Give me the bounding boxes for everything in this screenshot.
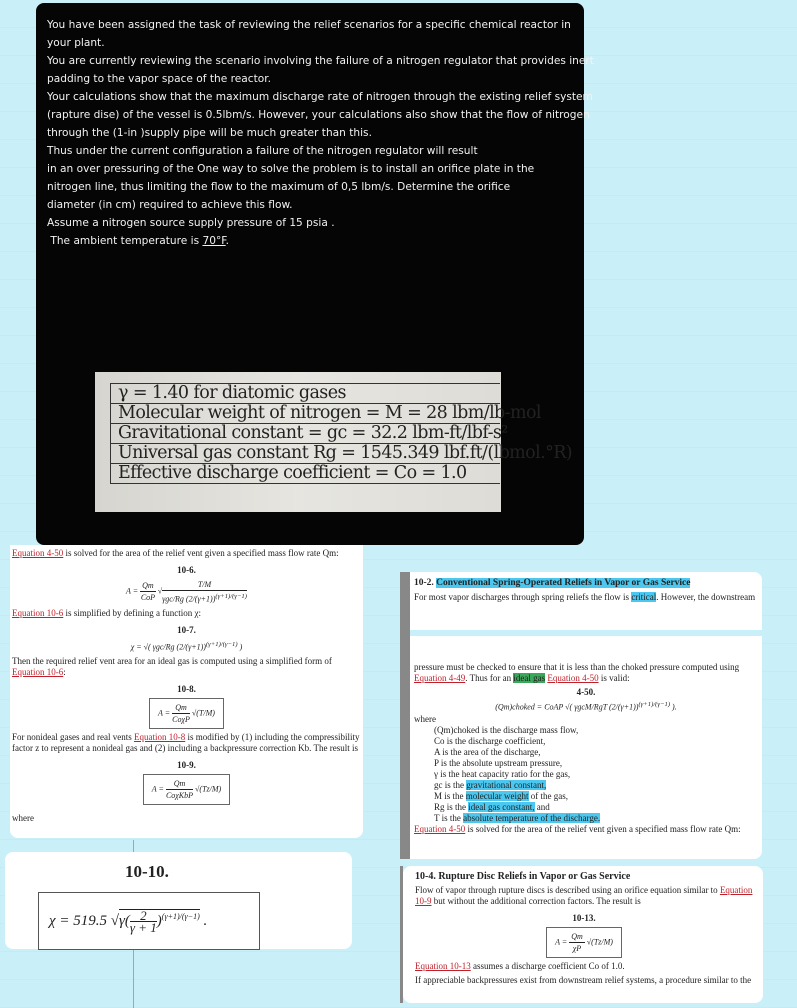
text: : <box>63 667 66 678</box>
definition: A is the area of the discharge, <box>434 746 541 757</box>
equation-link[interactable]: Equation 4-50 <box>12 548 64 558</box>
textbook-card-bottom-right <box>403 866 763 1003</box>
problem-line: nitrogen line, thus limiting the flow to the maximum of 0,5 lbm/s. Determine the orifice <box>47 181 511 193</box>
problem-line: Assume a nitrogen source supply pressure of 15 psia . <box>47 217 335 229</box>
equation-link[interactable]: Equation 10-8 <box>133 732 186 743</box>
definition: Co is the discharge coefficient, <box>434 735 546 746</box>
equation-number: 4-50. <box>576 687 596 697</box>
text: If appreciable backpressures exist from downstream relief systems, a procedure similar to the <box>415 975 752 985</box>
text: χ = 519.5 <box>49 912 107 929</box>
equation-10-7: χ = √( γgc/Rg $(2/(\gamma+1))^{(\gamma+1)/(\gamma-1)}$ ) <box>130 640 243 652</box>
equation-number: 10-10. <box>125 862 169 881</box>
constant-row: Molecular weight of nitrogen = M = 28 lbm/lb-mol <box>110 404 500 424</box>
section-title: 10-4. Rupture Disc Reliefs in Vapor or Gas Service <box>415 871 631 882</box>
highlight: critical <box>631 592 657 602</box>
definition: M is the molecular weight of the gas, <box>434 790 568 801</box>
text: The ambient temperature is <box>47 235 203 247</box>
text: For nonideal gases and real vents <box>12 732 134 743</box>
equation-link[interactable]: Equation 4-50 <box>547 673 599 683</box>
problem-line <box>47 232 577 250</box>
section-title: Conventional Spring-Operated Reliefs in Vapor or Gas Service <box>436 578 691 588</box>
constant-row: γ = 1.40 for diatomic gases <box>110 384 500 404</box>
text: is valid: <box>598 673 630 683</box>
text: pressure must be checked to ensure that it is less than the choked pressure computed using <box>414 662 740 672</box>
equation-number: 10-7. <box>177 624 196 635</box>
problem-line: (rapture dise) of the vessel is 0.5lbm/s. However, your calculations also show that the flow of nitrogen <box>47 109 590 121</box>
definition: T is the absolute temperature of the discharge. <box>434 812 601 823</box>
text: but without the additional correction factors. The result is <box>431 896 641 906</box>
equation-link[interactable]: Equation 4-50 <box>414 823 466 834</box>
problem-line: in an over pressuring of the One way to solve the problem is to install an orifice plate in the <box>47 163 535 175</box>
text: is simplified by defining a function χ: <box>63 607 201 618</box>
equation-10-8: A = $\frac{Qm}{\text{CoχP}}$ √(T/M) <box>12 698 361 729</box>
text: For most vapor discharges through spring reliefs the flow is <box>414 592 632 602</box>
text: . However, the downstream <box>656 592 756 602</box>
text: where <box>414 713 436 724</box>
text: Then the required relief vent area for an ideal gas is computed using a simplified form of <box>12 656 332 667</box>
equation-link[interactable]: Equation 4-49 <box>414 673 466 683</box>
problem-line: your plant. <box>47 37 105 49</box>
text: is solved for the area of the relief vent given a specified mass flow rate Qm: <box>465 823 741 834</box>
problem-line: Thus under the current configuration a failure of the nitrogen regulator will result <box>47 145 478 157</box>
equation-link[interactable]: Equation 10-6 <box>12 667 64 678</box>
equation-number: 10-6. <box>177 565 196 575</box>
text: is solved for the area of the relief vent given a specified mass flow rate Qm: <box>63 548 339 558</box>
highlight: ideal gas <box>513 673 546 683</box>
text: assumes a discharge coefficient Co of 1.0. <box>470 961 625 971</box>
textbook-card-right-mid <box>410 636 762 859</box>
constant-row: Gravitational constant = gc = 32.2 lbm-ft/lbf-s² <box>110 424 500 444</box>
definition: (Qm)choked is the discharge mass flow, <box>434 724 579 735</box>
textbook-card-left <box>10 545 363 838</box>
temperature-value: 70°F <box>202 235 226 247</box>
definition: P is the absolute upstream pressure, <box>434 757 563 768</box>
divider-bar <box>400 572 410 859</box>
definition-list <box>414 725 758 824</box>
problem-line: You have been assigned the task of reviewing the relief scenarios for a specific chemical reactor in <box>47 19 571 31</box>
problem-panel <box>36 3 594 545</box>
definition: Rg is the ideal gas constant, and <box>434 801 550 812</box>
text: . <box>225 235 230 247</box>
text: is modified by (1) including the compressibility factor z to represent a nonideal gas and (2) including a backpressure correction Kb. The result is <box>12 732 360 754</box>
text: . Thus for an <box>465 673 514 683</box>
problem-line: You are currently reviewing the scenario involving the failure of a nitrogen regulator that provides inert <box>47 55 594 67</box>
problem-line: padding to the vapor space of the reactor. <box>47 73 271 85</box>
text: Flow of vapor through rupture discs is described using an orifice equation similar to <box>415 885 720 895</box>
equation-4-50: (Qm)choked = CoAP √( γgcM/RgT $(2/(\gamma+1))^{(\gamma+1)/(\gamma-1)}$ ). <box>495 701 677 712</box>
equation-10-6: A = $\frac{Qm}{\text{CoP}}$ √ $\frac{T/M}{\gamma gc/Rg (2/(\gamma+1))^{(\gamma+1)/(\gamma-1)}}$ <box>126 580 247 604</box>
equation-number: 10-13. <box>572 913 596 923</box>
textbook-card-bottom-left <box>5 852 352 949</box>
equation-10-10: χ = 519.5 √ γ( $\frac{2}{\gamma + 1}$ )$^{(\gamma+1)/(\gamma-1)}$ . <box>38 892 260 950</box>
problem-line: diameter (in cm) required to achieve this flow. <box>47 199 293 211</box>
equation-10-9: A = $\frac{Qm}{\text{CoχKbP}}$ √(Tz/M) <box>12 774 361 805</box>
problem-text <box>47 16 594 250</box>
definition: gc is the gravitational constant, <box>434 779 547 790</box>
constants-photo <box>95 372 573 512</box>
equation-link[interactable]: Equation 10-13 <box>415 961 471 971</box>
equation-number: 10-8. <box>177 684 196 695</box>
equation-10-13: A = $\frac{Qm}{\chi P}$ √(Tz/M) <box>415 927 753 958</box>
definition: γ is the heat capacity ratio for the gas, <box>434 768 571 779</box>
equation-link[interactable]: Equation 10-9 <box>415 885 753 906</box>
constant-row: Universal gas constant Rg = 1545.349 lbf.ft/(lbmol.°R) <box>110 444 500 464</box>
constant-row: Effective discharge coefficient = Co = 1.0 <box>110 464 500 484</box>
equation-link[interactable]: Equation 10-6 <box>12 607 64 618</box>
section-number: 10-2. <box>414 578 434 588</box>
constants-table <box>110 383 573 484</box>
textbook-card-right-top <box>410 572 762 630</box>
text: where <box>12 813 34 824</box>
problem-line: through the (1-in )supply pipe will be much greater than this. <box>47 127 372 139</box>
problem-line: Your calculations show that the maximum discharge rate of nitrogen through the existing relief system <box>47 91 593 103</box>
equation-number: 10-9. <box>177 760 196 771</box>
